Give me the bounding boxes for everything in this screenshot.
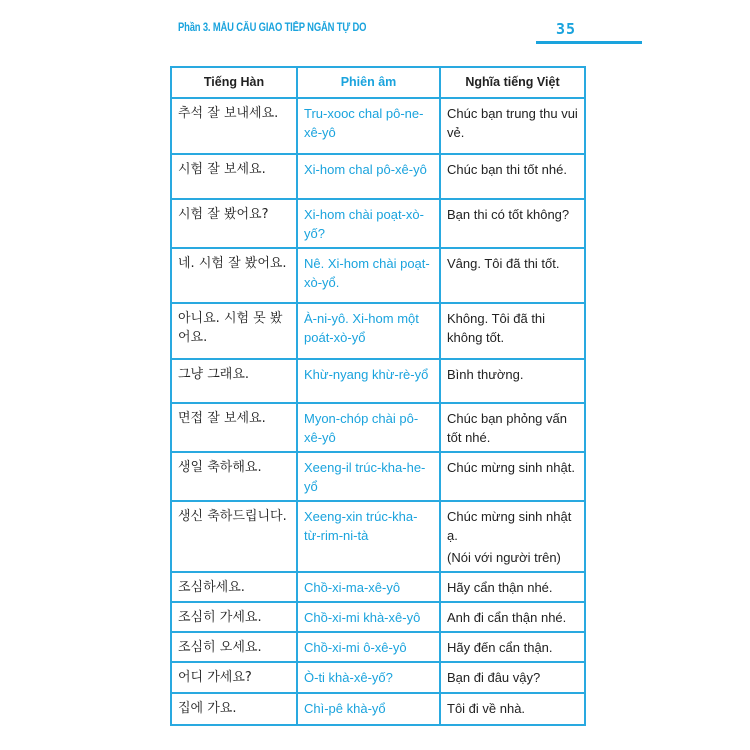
vietnamese-cell — [440, 403, 585, 452]
vietnamese-cell-text: Bình thường. — [447, 367, 524, 382]
column-header-vietnamese: Nghĩa tiếng Việt — [440, 67, 585, 98]
table-row — [171, 662, 585, 693]
korean-cell-text: 추석 잘 보내세요. — [178, 106, 279, 121]
korean-cell-text: 조심히 오세요. — [178, 640, 262, 655]
vietnamese-cell — [440, 154, 585, 199]
table-row — [171, 632, 585, 662]
pronunciation-cell — [297, 403, 440, 452]
pronunciation-cell — [297, 199, 440, 248]
pronunciation-cell-text: À-ni-yô. Xi-hom một poát-xò-yổ — [304, 311, 419, 345]
pronunciation-cell-text: Tru-xooc chal pô-ne-xê-yô — [304, 106, 424, 140]
column-header-korean: Tiếng Hàn — [171, 67, 297, 98]
pronunciation-cell — [297, 602, 440, 632]
korean-cell — [171, 693, 297, 725]
korean-cell — [171, 452, 297, 501]
vietnamese-cell — [440, 359, 585, 403]
table-row — [171, 154, 585, 199]
pronunciation-cell — [297, 662, 440, 693]
table-row — [171, 199, 585, 248]
korean-cell — [171, 662, 297, 693]
vietnamese-cell — [440, 602, 585, 632]
korean-cell-text: 어디 가세요? — [178, 670, 252, 685]
korean-cell — [171, 501, 297, 572]
column-header-pronunciation: Phiên âm — [297, 67, 440, 98]
vietnamese-cell — [440, 452, 585, 501]
korean-cell-text: 아니요. 시험 못 봤어요. — [178, 311, 283, 345]
vietnamese-cell — [440, 303, 585, 359]
table-row — [171, 501, 585, 572]
korean-cell-text: 그냥 그래요. — [178, 367, 250, 382]
usage-note: (Nói với người trên) — [447, 550, 561, 565]
pronunciation-cell — [297, 501, 440, 572]
chapter-title: Phần 3. MẪU CÂU GIAO TIẾP NGẮN TỰ DO — [178, 22, 367, 34]
pronunciation-cell — [297, 452, 440, 501]
korean-cell-text: 생일 축하해요. — [178, 460, 262, 475]
table-row — [171, 248, 585, 303]
vietnamese-cell-text: Chúc mừng sinh nhật. — [447, 460, 575, 475]
korean-cell — [171, 602, 297, 632]
vietnamese-cell-text: Tôi đi về nhà. — [447, 701, 526, 716]
table-row — [171, 403, 585, 452]
pronunciation-cell — [297, 359, 440, 403]
table-header-row — [171, 67, 585, 98]
pronunciation-cell-text: Xi-hom chài poạt-xò-yố? — [304, 207, 424, 241]
pronunciation-cell — [297, 154, 440, 199]
korean-cell — [171, 154, 297, 199]
vietnamese-cell-text: Chúc mừng sinh nhật ạ. — [447, 509, 572, 543]
korean-cell — [171, 98, 297, 154]
pronunciation-cell-text: Ò-ti khà-xê-yố? — [304, 670, 393, 685]
table-row — [171, 693, 585, 725]
page-number-underline — [536, 41, 642, 44]
vietnamese-cell-text: Chúc bạn phỏng vấn tốt nhé. — [447, 411, 567, 445]
pronunciation-cell — [297, 632, 440, 662]
pronunciation-cell-text: Chồ-xi-mi ô-xê-yô — [304, 640, 407, 655]
table-row — [171, 303, 585, 359]
pronunciation-cell-text: Xi-hom chal pô-xê-yô — [304, 162, 427, 177]
vietnamese-cell — [440, 662, 585, 693]
vietnamese-cell-text: Chúc bạn thi tốt nhé. — [447, 162, 567, 177]
korean-cell — [171, 403, 297, 452]
korean-cell-text: 시험 잘 봤어요? — [178, 207, 269, 222]
vietnamese-cell-text: Bạn đi đâu vậy? — [447, 670, 541, 685]
pronunciation-cell-text: Nê. Xi-hom chài poạt-xò-yổ. — [304, 256, 430, 290]
vietnamese-cell — [440, 693, 585, 725]
pronunciation-cell-text: Chồ-xi-ma-xê-yô — [304, 580, 401, 595]
vietnamese-cell-text: Hãy đến cẩn thận. — [447, 640, 553, 655]
table-row — [171, 359, 585, 403]
pronunciation-cell-text: Chồ-xi-mi khà-xê-yô — [304, 610, 421, 625]
pronunciation-cell — [297, 572, 440, 602]
korean-cell — [171, 303, 297, 359]
vietnamese-cell — [440, 248, 585, 303]
pronunciation-cell — [297, 98, 440, 154]
korean-cell-text: 집에 가요. — [178, 701, 237, 716]
pronunciation-cell — [297, 693, 440, 725]
pronunciation-cell-text: Xeeng-il trúc-kha-he-yổ — [304, 460, 426, 494]
vietnamese-cell-text: Bạn thi có tốt không? — [447, 207, 570, 222]
table-row — [171, 452, 585, 501]
phrase-table — [170, 66, 586, 726]
korean-cell-text: 면접 잘 보세요. — [178, 411, 266, 426]
page-number: 35 — [556, 20, 577, 38]
pronunciation-cell-text: Chì-pê khà-yổ — [304, 701, 386, 716]
vietnamese-cell — [440, 632, 585, 662]
pronunciation-cell-text: Khừ-nyang khừ-rè-yổ — [304, 367, 429, 382]
korean-cell-text: 조심하세요. — [178, 580, 245, 595]
pronunciation-cell-text: Myon-chóp chài pô-xê-yô — [304, 411, 419, 445]
pronunciation-cell — [297, 248, 440, 303]
vietnamese-cell-text: Anh đi cẩn thận nhé. — [447, 610, 567, 625]
pronunciation-cell-text: Xeeng-xin trúc-kha-từ-rim-ni-tà — [304, 509, 418, 543]
vietnamese-cell-text: Hãy cẩn thận nhé. — [447, 580, 553, 595]
vietnamese-cell — [440, 572, 585, 602]
table-row — [171, 98, 585, 154]
korean-cell-text: 생신 축하드립니다. — [178, 509, 287, 524]
korean-cell-text: 네. 시험 잘 봤어요. — [178, 256, 287, 271]
korean-cell — [171, 248, 297, 303]
korean-cell-text: 조심히 가세요. — [178, 610, 262, 625]
korean-cell — [171, 632, 297, 662]
vietnamese-cell-text: Vâng. Tôi đã thi tốt. — [447, 256, 560, 271]
korean-cell — [171, 359, 297, 403]
vietnamese-cell-text: Không. Tôi đã thi không tốt. — [447, 311, 546, 345]
korean-cell — [171, 572, 297, 602]
table-row — [171, 602, 585, 632]
vietnamese-cell — [440, 501, 585, 572]
vietnamese-cell-text: Chúc bạn trung thu vui vẻ. — [447, 106, 578, 140]
pronunciation-cell — [297, 303, 440, 359]
vietnamese-cell — [440, 98, 585, 154]
vietnamese-cell — [440, 199, 585, 248]
korean-cell — [171, 199, 297, 248]
korean-cell-text: 시험 잘 보세요. — [178, 162, 266, 177]
table-row — [171, 572, 585, 602]
